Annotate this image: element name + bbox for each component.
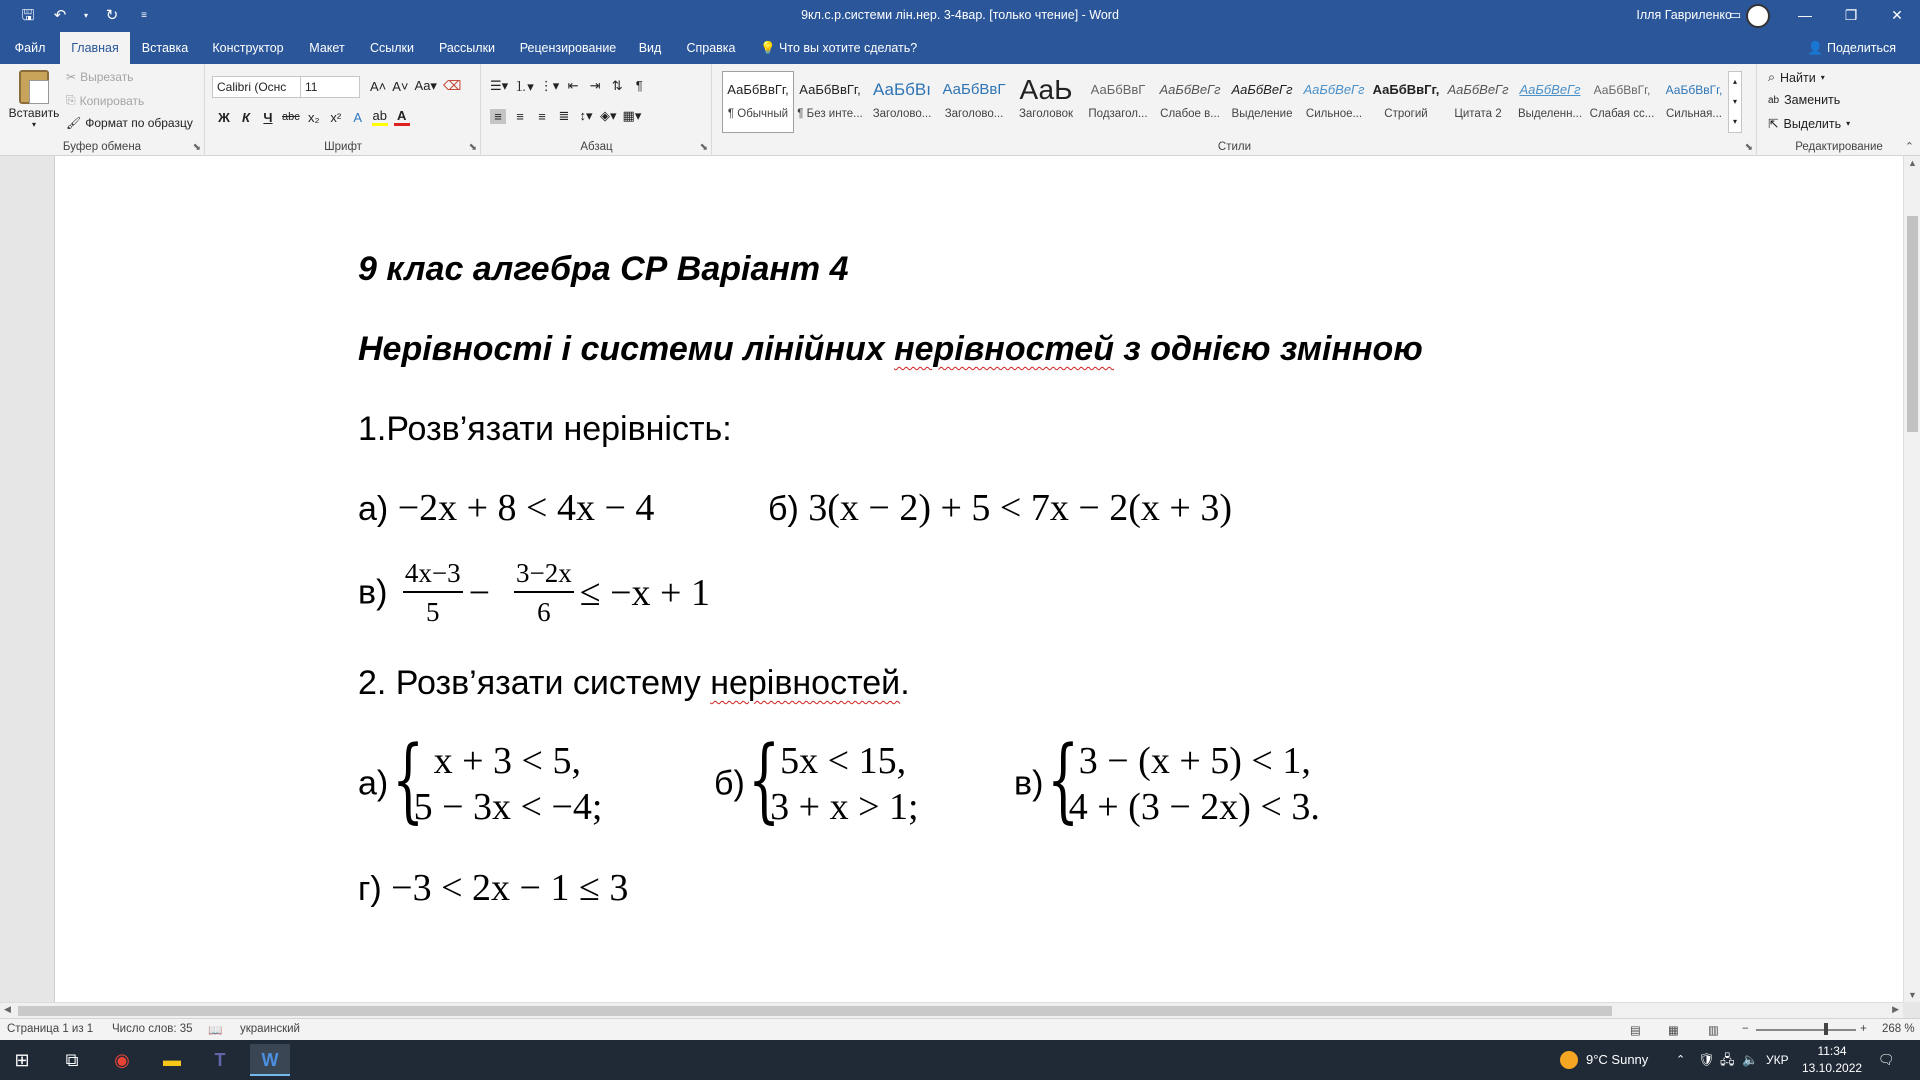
zoom-level[interactable]: 268 % [1882,1023,1915,1035]
tab-design[interactable]: Конструктор [212,41,284,55]
read-mode-icon[interactable]: ▤ [1630,1025,1641,1037]
security-icon[interactable]: 🛡 [1698,1052,1715,1067]
print-layout-icon[interactable]: ▦ [1668,1025,1679,1037]
network-icon[interactable]: 🖧 [1720,1052,1735,1067]
chrome-icon[interactable]: ◉ [114,1050,130,1070]
align-left-icon[interactable]: ≡ [490,109,506,124]
decrease-indent-icon[interactable]: ⇤ [567,77,579,93]
clipboard-icon [19,70,49,104]
windows-start-icon[interactable]: ⊞ [14,1050,30,1070]
system-c: в) { 3 − (x + 5) < 1, 4 + (3 − 2x) < 3. [1014,726,1320,833]
scrollbar-thumb[interactable] [18,1006,1612,1016]
show-hidden-icons-icon[interactable]: ⌃ [1676,1054,1686,1066]
italic-icon[interactable]: К [242,109,250,125]
zoom-out-icon[interactable]: − [1742,1023,1749,1035]
fraction: $\frac{3-2x}{6}$ [516,558,572,627]
input-language[interactable]: УКР [1766,1053,1789,1067]
chevron-up-icon[interactable]: ▴ [1732,77,1737,86]
tab-help[interactable]: Справка [686,41,736,55]
scrollbar-thumb[interactable] [1907,216,1918,432]
document-title: 9 клас алгебра СР Варіант 4 [358,250,849,288]
font-format-tools [216,108,410,126]
task-1-c: в) $\frac{4x-3}{5}$ − $\frac{3-2x}{6}$ ≤ −x + 1 [358,558,710,627]
teams-icon[interactable]: T [214,1050,226,1070]
replace-button[interactable]: ab Заменить [1768,93,1841,107]
volume-icon[interactable]: 🔈 [1742,1052,1759,1067]
collapse-ribbon-icon[interactable]: ⌃ [1904,141,1914,153]
brush-icon: 🖌 [66,116,82,130]
proofing-icon[interactable]: 📖 [208,1025,223,1037]
notifications-icon[interactable]: 🗨 [1878,1052,1895,1067]
copy-button[interactable]: ⎘ Копировать [66,93,145,108]
justify-icon[interactable]: ≣ [558,108,570,123]
lightbulb-icon: 💡 [760,41,780,55]
list-tools [490,76,647,95]
font-size-tools [370,78,461,94]
tab-review[interactable]: Рецензирование [519,41,617,55]
grow-font-icon[interactable]: A˄ [370,78,387,94]
task-1-b: б) 3(x − 2) + 5 < 7x − 2(x + 3) [768,487,1233,529]
close-icon[interactable]: ✕ [1891,7,1903,23]
spelling-error[interactable]: нерівностей [710,664,901,702]
taskbar [0,1040,1920,1080]
share-button[interactable]: 👤 Поделиться [1807,41,1896,55]
replace-icon: ab [1768,94,1780,106]
save-icon[interactable]: 🖫 [21,7,35,24]
style-quote-2[interactable]: АаБбВеГг Цитата 2 [1447,82,1509,120]
search-icon: ⌕ [1768,70,1776,84]
chevron-down-icon: ▾ [1846,119,1851,128]
title-bar [0,0,1920,32]
document-page[interactable] [54,156,1903,1002]
bullets-icon[interactable]: ☰▾ [490,77,509,93]
ribbon-tabs [0,32,1920,64]
person-icon: 👤 [1807,41,1827,55]
brace-icon: { [748,726,781,833]
window-controls [1782,0,1920,32]
horizontal-scrollbar[interactable] [0,1002,1903,1018]
style-subtitle[interactable]: АаБбВвГ Подзагол... [1088,82,1148,120]
weather-icon[interactable] [1560,1051,1578,1069]
tell-me-box[interactable]: 💡 Что вы хотите сделать? [760,41,918,55]
style-intense-reference[interactable]: АаБбВвГг, Сильная... [1665,83,1723,120]
show-marks-icon[interactable]: ¶ [635,78,643,93]
window-title: 9кл.с.р.системи лін.нер. 3-4вар. [только чтение] - Word [801,8,1119,22]
font-color-icon[interactable]: A [394,108,410,126]
chevron-down-icon[interactable]: ▾ [1732,97,1737,106]
styles-gallery [722,71,1730,133]
bold-icon[interactable]: Ж [218,109,230,125]
borders-icon[interactable]: ▦▾ [622,108,642,123]
tab-references[interactable]: Ссылки [369,41,414,55]
clear-format-icon[interactable]: ⌫ [442,78,462,93]
scroll-right-icon[interactable]: ▶ [1892,1004,1899,1014]
copy-icon: ⎘ [66,93,76,107]
inequality-system: { 3 − (x + 5) < 1, 4 + (3 − 2x) < 3. [1046,726,1320,833]
style-intense-emphasis[interactable]: АаБбВеГг Сильное... [1303,82,1365,120]
zoom-in-icon[interactable]: + [1860,1023,1867,1035]
highlight-icon[interactable]: ab [372,108,388,126]
document-subtitle: Нерівності і системи лінійних нерівностей з однією змінною [358,330,1423,368]
style-title[interactable]: АаЬ Заголовок [1018,74,1074,120]
system-a: а) { x + 3 < 5, 5 − 3x < −4; [358,726,603,833]
strikethrough-icon[interactable]: abc [282,111,300,123]
style-heading-2[interactable]: АаБбВвГ Заголово... [942,81,1006,120]
change-case-icon[interactable]: Aa▾ [414,78,437,93]
weather[interactable]: 9°C Sunny [1586,1052,1649,1067]
multilevel-list-icon[interactable]: ⋮▾ [539,77,560,93]
scroll-down-icon[interactable]: ▼ [1908,990,1917,1000]
select-button[interactable]: ⇱ Выделить ▾ [1768,116,1851,131]
scissors-icon: ✂ [66,70,77,84]
language[interactable]: украинский [240,1023,300,1035]
align-right-icon[interactable]: ≡ [538,108,546,124]
text-effects-icon[interactable]: A [353,109,363,125]
line-spacing-icon[interactable]: ↕▾ [579,108,593,123]
task-2-heading: 2. Розв’язати систему нерівностей. [358,664,910,702]
style-subtle-reference[interactable]: АаБбВвГг, Слабая сс... [1589,83,1655,120]
web-layout-icon[interactable]: ▥ [1708,1025,1719,1037]
fraction: $\frac{4x-3}{5}$ [404,558,461,627]
style-no-spacing[interactable]: АаБбВвГг, ¶ Без инте... [797,82,863,120]
clipboard-group: Вставить ▾ ✂ Вырезать ⎘ Копировать 🖌 Формат по образцу Буфер обмена ⬊ [0,64,205,156]
cut-button[interactable]: ✂ Вырезать [66,70,134,84]
subscript-icon[interactable]: x₂ [307,109,320,125]
tab-view[interactable]: Вид [638,41,662,55]
undo-icon[interactable]: ↶ [53,7,67,24]
restore-icon[interactable]: ❐ [1844,7,1858,23]
paste-button[interactable]: Вставить ▾ [8,70,60,129]
scroll-up-icon[interactable]: ▲ [1908,158,1917,168]
style-subtle-emphasis[interactable]: АаБбВеГг Слабое в... [1159,82,1221,120]
word-taskbar-icon[interactable]: W [250,1044,290,1076]
shading-icon[interactable]: ◈▾ [600,108,617,123]
format-painter-button[interactable]: 🖌 Формат по образцу [66,116,193,130]
inequality-system: { 5x < 15, 3 + x > 1; [748,726,919,833]
tab-layout[interactable]: Макет [309,41,345,55]
tab-insert[interactable]: Вставка [141,41,189,55]
task-1-a: а) −2x + 8 < 4x − 4 [358,487,655,529]
clock[interactable]: 11:34 13.10.2022 [1802,1044,1863,1075]
spelling-error[interactable]: нерівностей [894,330,1114,368]
dialog-launcher-icon[interactable]: ⬊ [699,142,708,153]
brace-icon: { [391,726,424,833]
shrink-font-icon[interactable]: A˅ [392,78,409,94]
document-area [0,156,1903,1002]
font-size-input[interactable]: 11 [300,76,360,98]
style-intense-quote[interactable]: АаБбВеГг Выделенн... [1517,82,1583,120]
tab-mailings[interactable]: Рассылки [438,41,496,55]
customize-qat-icon[interactable]: ≡ [141,10,147,21]
tab-file[interactable]: Файл [14,41,46,55]
word-count[interactable]: Число слов: 35 [112,1023,193,1035]
zoom-slider-thumb[interactable] [1824,1023,1828,1035]
undo-dropdown-icon[interactable]: ▾ [83,11,88,20]
underline-icon[interactable]: Ч [263,109,273,125]
tab-home[interactable]: Главная [60,32,130,64]
status-bar [0,1018,1920,1040]
align-tools [490,108,641,124]
paragraph-group: ☰▾ ⒈▾ ⋮▾ ⇤ ⇥ ⇅ ¶ ≡ ≡ ≡ ≣ ↕▾ ◈▾ ▦▾ Абзац ⬊ [482,64,712,156]
dialog-launcher-icon[interactable]: ⬊ [468,142,477,153]
user-name[interactable]: Ілля Гавриленко [1636,8,1732,22]
vertical-scrollbar[interactable] [1903,156,1920,1002]
chevron-down-icon: ▾ [31,120,36,129]
dialog-launcher-icon[interactable]: ⬊ [1744,142,1753,153]
style-emphasis[interactable]: АаБбВеГг Выделение [1231,82,1293,120]
styles-group: Стили ⬊ [713,64,1757,156]
sort-icon[interactable]: ⇅ [611,77,623,93]
chevron-down-icon: ▾ [1820,73,1825,82]
task-2-d: г) −3 < 2x − 1 ≤ 3 [358,867,629,909]
increase-indent-icon[interactable]: ⇥ [589,77,601,93]
style-normal[interactable]: АаБбВвГг, ¶ Обычный [722,71,794,133]
style-heading-1[interactable]: АаБбВı Заголово... [872,80,932,120]
font-group: Calibri (Оснс 11 A˄ A˅ Aa▾ ⌫ Ж К Ч abc x₂ x² A ab A Шрифт ⬊ [206,64,481,156]
more-styles-icon[interactable]: ▾ [1732,117,1737,126]
task-1-heading: 1.Розв’язати нерівність: [358,410,732,448]
cursor-icon: ⇱ [1768,117,1779,131]
dialog-launcher-icon[interactable]: ⬊ [192,142,201,153]
task-view-icon[interactable]: ⧉ [65,1050,79,1070]
redo-icon[interactable]: ↻ [105,7,119,24]
minimize-icon[interactable]: — [1798,7,1812,23]
system-b: б) { 5x < 15, 3 + x > 1; [714,726,919,833]
style-strong[interactable]: АаБбВвГг, Строгий [1372,82,1440,120]
ribbon [0,64,1920,156]
align-center-icon[interactable]: ≡ [516,108,524,124]
styles-gallery-scroll[interactable] [1728,71,1742,133]
inequality-system: { x + 3 < 5, 5 − 3x < −4; [391,726,603,833]
page-count[interactable]: Страница 1 из 1 [7,1023,94,1035]
ribbon-display-options-icon[interactable]: ▭ [1728,7,1742,22]
find-button[interactable]: ⌕ Найти ▾ [1768,70,1825,85]
numbering-icon[interactable]: ⒈▾ [514,79,534,94]
scroll-left-icon[interactable]: ◀ [4,1004,11,1014]
editing-group: Редактирование [1795,141,1883,153]
brace-icon: { [1046,726,1079,833]
superscript-icon[interactable]: x² [330,109,342,125]
font-name-input[interactable]: Calibri (Оснс [212,76,302,98]
file-explorer-icon[interactable]: ▬ [163,1050,181,1070]
zoom-slider[interactable] [1756,1029,1856,1031]
